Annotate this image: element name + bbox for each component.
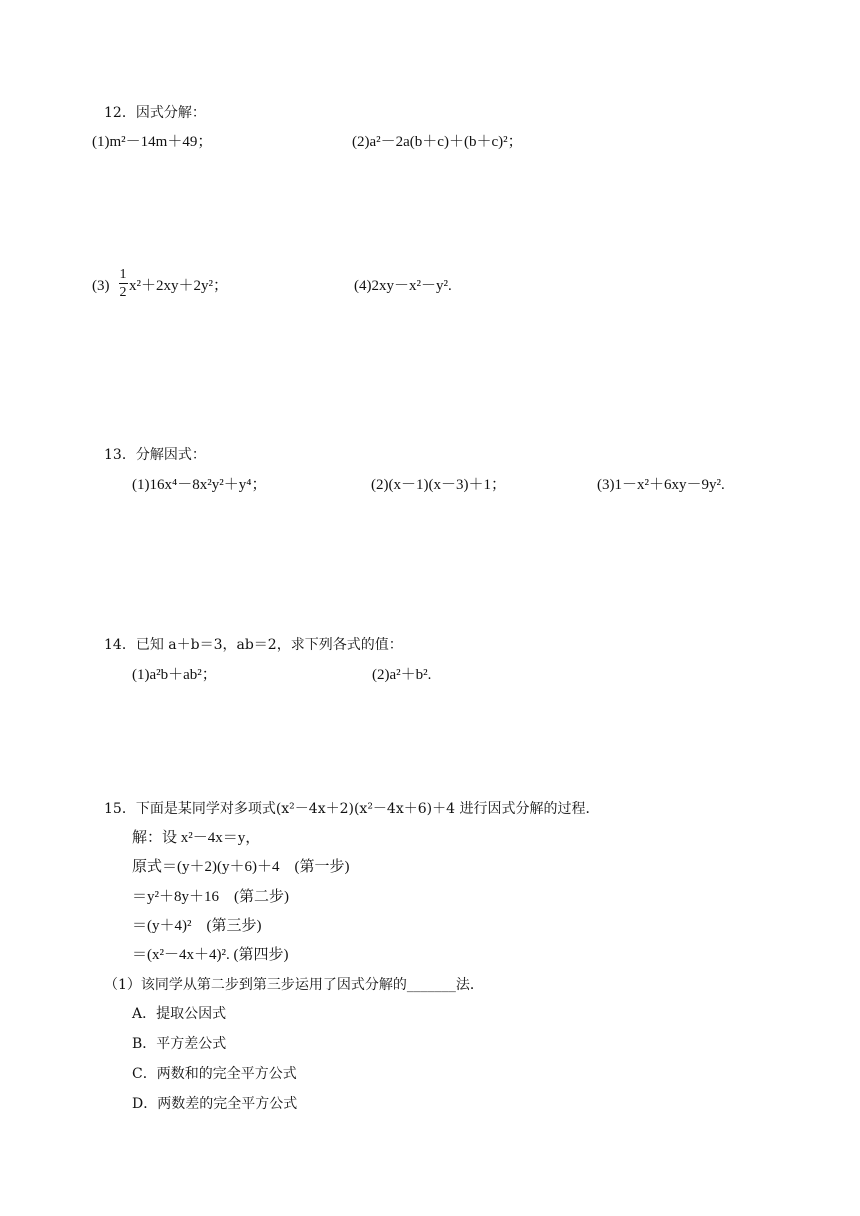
q12-title: 12．因式分解： bbox=[104, 105, 206, 121]
q13-part3: (3)1－x²＋6xy－9y². bbox=[597, 477, 725, 493]
q15-option-c: C．两数和的完全平方公式 bbox=[132, 1066, 297, 1082]
q12-part3-fraction-numerator: 1 bbox=[119, 267, 127, 282]
q14-title: 14．已知 a＋b＝3，ab＝2，求下列各式的值： bbox=[104, 637, 403, 653]
q12-part3-rest: x²＋2xy＋2y²； bbox=[129, 278, 228, 294]
q15-option-b: B．平方差公式 bbox=[132, 1036, 227, 1052]
q14-part2: (2)a²＋b². bbox=[372, 667, 432, 683]
q13-part2: (2)(x－1)(x－3)＋1； bbox=[371, 477, 506, 493]
q12-part3-fraction-bar bbox=[119, 283, 128, 284]
q15-step-0: 解：设 x²－4x＝y， bbox=[132, 830, 261, 846]
q12-part1: (1)m²－14m＋49； bbox=[92, 134, 213, 150]
q12-part3-prefix: (3) bbox=[92, 278, 110, 294]
q15-title: 15．下面是某同学对多项式(x²－4x＋2)(x²－4x＋6)＋4 进行因式分解的过程． bbox=[104, 801, 600, 817]
q15-step-2: ＝y²＋8y＋16 (第二步) bbox=[132, 889, 289, 905]
q12-part3-fraction-denominator: 2 bbox=[119, 285, 127, 300]
q13-title: 13．分解因式： bbox=[104, 447, 206, 463]
q15-step-1: 原式＝(y＋2)(y＋6)＋4 (第一步) bbox=[132, 859, 350, 875]
q15-subquestion-1: （1）该同学从第二步到第三步运用了因式分解的_______法． bbox=[104, 977, 484, 993]
q15-option-d: D．两数差的完全平方公式 bbox=[132, 1096, 298, 1112]
q12-part4: (4)2xy－x²－y². bbox=[354, 278, 452, 294]
q13-part1: (1)16x⁴－8x²y²＋y⁴； bbox=[132, 477, 267, 493]
q15-option-a: A．提取公因式 bbox=[132, 1006, 227, 1022]
q15-step-3: ＝(y＋4)² (第三步) bbox=[132, 918, 262, 934]
q15-step-4: ＝(x²－4x＋4)². (第四步) bbox=[132, 947, 289, 963]
q14-part1: (1)a²b＋ab²； bbox=[132, 667, 217, 683]
q12-part2: (2)a²－2a(b＋c)＋(b＋c)²； bbox=[352, 134, 523, 150]
